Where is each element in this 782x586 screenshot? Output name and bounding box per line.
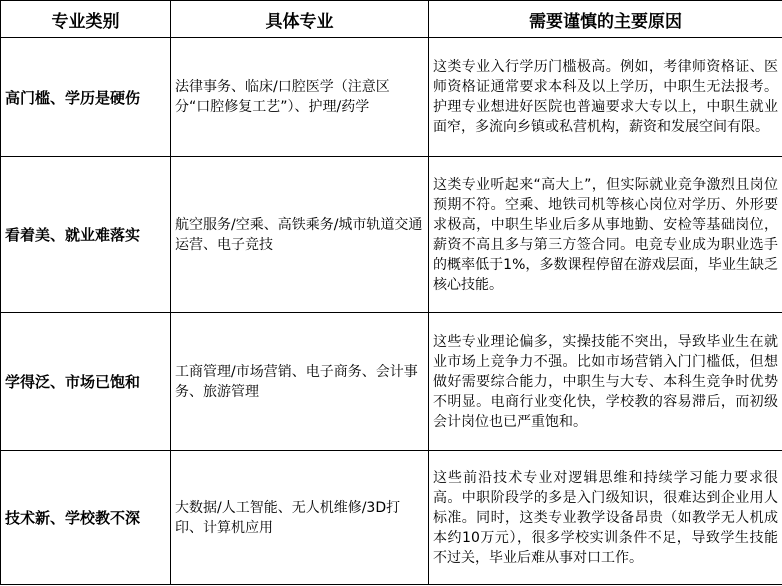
- reason-cell: 这些前沿技术专业对逻辑思维和持续学习能力要求很高。中职阶段学的多是入门级知识，很难达到企业用人标准。同时，这类专业教学设备昂贵（如教学无人机成本约10万元），很多学校实训条件不足，导致学生技能不过关，毕业后难从事对口工作。: [429, 451, 782, 585]
- category-cell: 技术新、学校教不深: [1, 451, 171, 585]
- table-row: [1, 38, 782, 157]
- reason-cell: 这类专业入行学历门槛极高。例如，考律师资格证、医师资格证通常要求本科及以上学历，中职生无法报考。护理专业想进好医院也普遍要求大专以上，中职生就业面窄，多流向乡镇或私营机构，薪资和发展空间有限。: [429, 38, 782, 157]
- table-row: [1, 451, 782, 585]
- majors-cell: 工商管理/市场营销、电子商务、会计事务、旅游管理: [171, 313, 429, 451]
- table-row: [1, 157, 782, 313]
- majors-cell: 航空服务/空乘、高铁乘务/城市轨道交通运营、电子竞技: [171, 157, 429, 313]
- header-row: [1, 1, 782, 38]
- majors-cell: 大数据/人工智能、无人机维修/3D打印、计算机应用: [171, 451, 429, 585]
- category-cell: 学得泛、市场已饱和: [1, 313, 171, 451]
- majors-cell: 法律事务、临床/口腔医学（注意区分“口腔修复工艺”）、护理/药学: [171, 38, 429, 157]
- category-cell: 高门槛、学历是硬伤: [1, 38, 171, 157]
- header-category: 专业类别: [1, 1, 171, 38]
- header-majors: 具体专业: [171, 1, 429, 38]
- reason-cell: 这类专业听起来“高大上”，但实际就业竞争激烈且岗位预期不符。空乘、地铁司机等核心岗位对学历、外形要求极高，中职生毕业后多从事地勤、安检等基础岗位，薪资不高且多与第三方签合同。电竞专业成为职业选手的概率低于1%，多数课程停留在游戏层面，毕业生缺乏核心技能。: [429, 157, 782, 313]
- reason-cell: 这些专业理论偏多，实操技能不突出，导致毕业生在就业市场上竞争力不强。比如市场营销入门门槛低，但想做好需要综合能力，中职生与大专、本科生竞争时优势不明显。电商行业变化快，学校教的容易滞后，而初级会计岗位也已严重饱和。: [429, 313, 782, 451]
- table-row: [1, 313, 782, 451]
- header-reason: 需要谨慎的主要原因: [429, 1, 782, 38]
- category-cell: 看着美、就业难落实: [1, 157, 171, 313]
